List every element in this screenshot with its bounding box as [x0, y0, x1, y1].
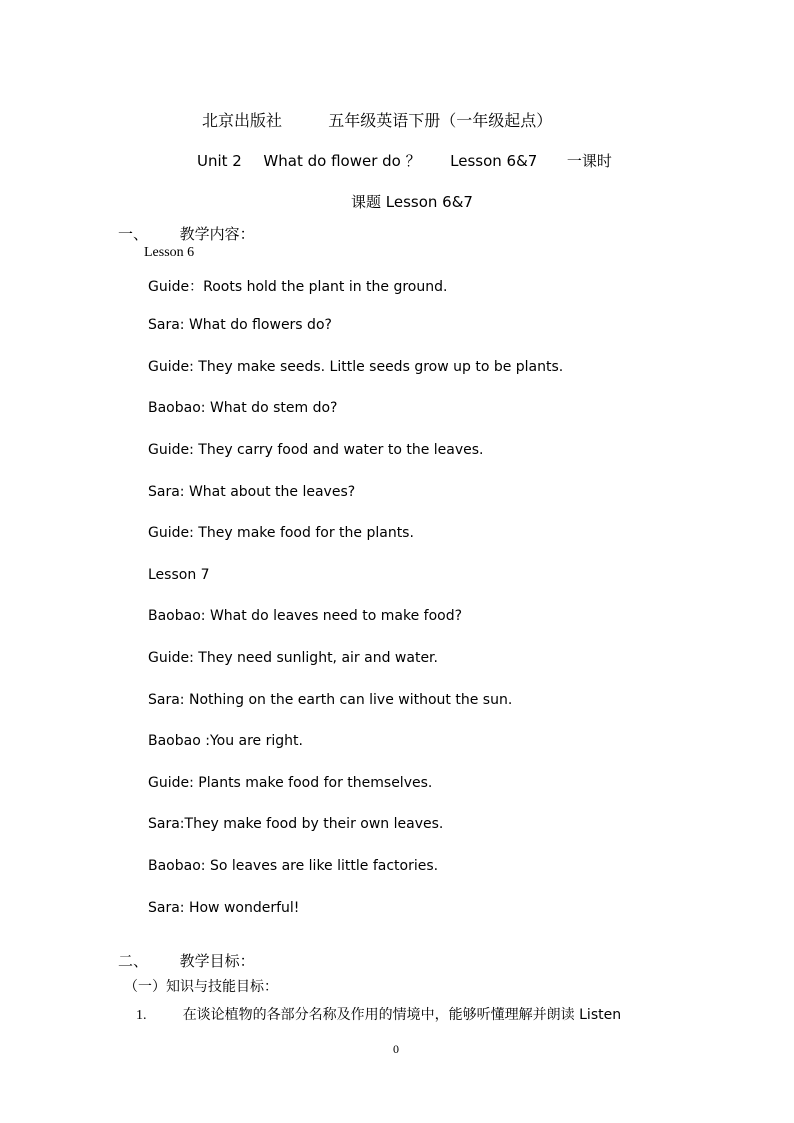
book-title: 五年级英语下册（一年级起点）: [328, 111, 553, 130]
dialogue-line: Guide: Plants make food for themselves.: [148, 775, 433, 791]
objective-text: 在谈论植物的各部分名称及作用的情境中，能够听懂理解并朗读 Listen: [182, 1007, 622, 1023]
dialogue-line: Guide: They need sunlight, air and water.: [148, 650, 438, 666]
dialogue-line: Baobao :You are right.: [148, 733, 303, 749]
header-line-2: [197, 150, 612, 171]
dialogue-line: Sara: What do flowers do?: [148, 317, 332, 333]
page-number: 0: [393, 1042, 399, 1056]
section-1-heading: [118, 223, 255, 244]
unit-title: What do flower do ？: [263, 152, 421, 170]
dialogue-line: Guide：Roots hold the plant in the ground.: [148, 279, 448, 295]
dialogue-line: Sara: Nothing on the earth can live without the sun.: [148, 692, 513, 708]
dialogue-line: Baobao: What do leaves need to make food?: [148, 608, 463, 624]
periods: 一课时: [566, 152, 612, 170]
lesson-6-label: Lesson 6: [144, 245, 195, 260]
lesson-label: Lesson 6&7: [450, 152, 538, 170]
section-1-title: 教学内容：: [179, 225, 255, 243]
dialogue-line: Guide: They carry food and water to the leaves.: [148, 442, 484, 458]
objective-number: 1.: [136, 1008, 147, 1023]
objective-item: [136, 1004, 621, 1024]
dialogue-line: Guide: They make food for the plants.: [148, 525, 414, 541]
dialogue-line: Sara:They make food by their own leaves.: [148, 816, 444, 832]
section-2-title: 教学目标：: [179, 952, 255, 970]
lesson-7-label: Lesson 7: [148, 567, 210, 583]
dialogue-line: Baobao: So leaves are like little factories.: [148, 858, 439, 874]
publisher: 北京出版社: [202, 111, 283, 130]
header-line-1: [202, 108, 552, 131]
unit-label: Unit 2: [197, 152, 242, 170]
topic-line: 课题 Lesson 6&7: [351, 193, 473, 211]
dialogue-line: Sara: What about the leaves?: [148, 484, 356, 500]
subsection-heading: （一）知识与技能目标：: [124, 979, 278, 995]
dialogue-line: Guide: They make seeds. Little seeds grow up to be plants.: [148, 359, 564, 375]
section-2-heading: [118, 950, 255, 971]
section-1-number: 一、: [118, 225, 149, 243]
dialogue-line: Baobao: What do stem do?: [148, 400, 338, 416]
dialogue-line: Sara: How wonderful!: [148, 900, 300, 916]
section-2-number: 二、: [118, 952, 149, 970]
